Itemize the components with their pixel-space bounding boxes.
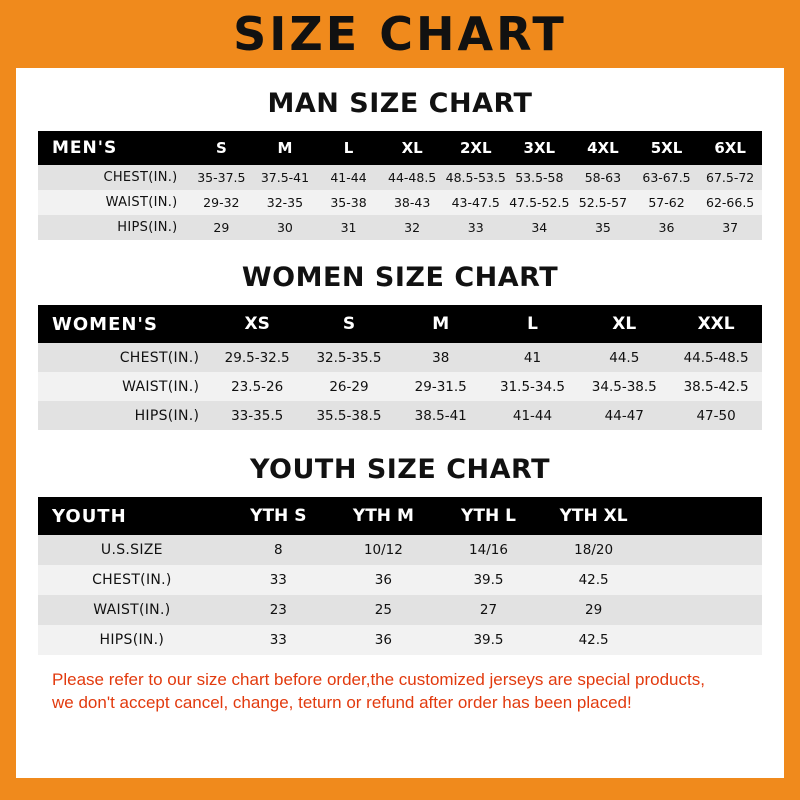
youth-hips-s: 33 bbox=[226, 625, 331, 655]
youth-row-label-hips: HIPS(IN.) bbox=[38, 625, 226, 655]
youth-hips-l: 39.5 bbox=[436, 625, 541, 655]
men-header-4xl: 4XL bbox=[571, 131, 635, 165]
page-title: SIZE CHART bbox=[233, 7, 567, 61]
youth-waist-m: 25 bbox=[331, 595, 436, 625]
youth-hips-spacer bbox=[646, 625, 762, 655]
men-header-l: L bbox=[317, 131, 381, 165]
youth-ussize-spacer bbox=[646, 535, 762, 565]
men-waist-l: 35-38 bbox=[317, 190, 381, 215]
women-waist-xl: 34.5-38.5 bbox=[578, 372, 670, 401]
women-header-m: M bbox=[395, 305, 487, 343]
men-hips-6xl: 37 bbox=[698, 215, 762, 240]
youth-chest-spacer bbox=[646, 565, 762, 595]
women-row-label-waist: WAIST(IN.) bbox=[38, 372, 211, 401]
women-chest-s: 32.5-35.5 bbox=[303, 343, 395, 372]
women-waist-s: 26-29 bbox=[303, 372, 395, 401]
men-chest-2xl: 48.5-53.5 bbox=[444, 165, 508, 190]
table-row bbox=[38, 190, 762, 215]
men-hips-l: 31 bbox=[317, 215, 381, 240]
order-notice bbox=[38, 655, 762, 715]
youth-section-title: YOUTH SIZE CHART bbox=[249, 454, 551, 485]
table-row bbox=[38, 565, 762, 595]
women-chest-l: 41 bbox=[487, 343, 579, 372]
men-chest-l: 41-44 bbox=[317, 165, 381, 190]
youth-waist-l: 27 bbox=[436, 595, 541, 625]
men-header-6xl: 6XL bbox=[698, 131, 762, 165]
men-waist-3xl: 47.5-52.5 bbox=[508, 190, 572, 215]
table-row bbox=[38, 372, 762, 401]
table-row bbox=[38, 343, 762, 372]
men-waist-4xl: 52.5-57 bbox=[571, 190, 635, 215]
women-waist-m: 29-31.5 bbox=[395, 372, 487, 401]
women-row-label-hips: HIPS(IN.) bbox=[38, 401, 211, 430]
men-waist-s: 29-32 bbox=[190, 190, 254, 215]
women-waist-xs: 23.5-26 bbox=[211, 372, 303, 401]
women-hips-xl: 44-47 bbox=[578, 401, 670, 430]
table-row bbox=[38, 215, 762, 240]
women-header-xxl: XXL bbox=[670, 305, 762, 343]
youth-waist-spacer bbox=[646, 595, 762, 625]
men-chest-5xl: 63-67.5 bbox=[635, 165, 699, 190]
women-chest-xxl: 44.5-48.5 bbox=[670, 343, 762, 372]
youth-header-spacer bbox=[646, 497, 762, 535]
women-size-table bbox=[38, 305, 762, 430]
men-header-label: MEN'S bbox=[38, 131, 190, 165]
youth-header-l: YTH L bbox=[436, 497, 541, 535]
youth-header-s: YTH S bbox=[226, 497, 331, 535]
youth-chest-s: 33 bbox=[226, 565, 331, 595]
table-row bbox=[38, 165, 762, 190]
men-hips-s: 29 bbox=[190, 215, 254, 240]
youth-header-label: YOUTH bbox=[38, 497, 226, 535]
youth-ussize-l: 14/16 bbox=[436, 535, 541, 565]
youth-waist-xl: 29 bbox=[541, 595, 646, 625]
notice-line-1: Please refer to our size chart before order,the customized jerseys are special products, bbox=[52, 670, 705, 689]
youth-ussize-s: 8 bbox=[226, 535, 331, 565]
women-hips-l: 41-44 bbox=[487, 401, 579, 430]
table-header-row bbox=[38, 131, 762, 165]
women-chest-xl: 44.5 bbox=[578, 343, 670, 372]
men-waist-5xl: 57-62 bbox=[635, 190, 699, 215]
men-row-label-hips: HIPS(IN.) bbox=[38, 215, 190, 240]
youth-chest-xl: 42.5 bbox=[541, 565, 646, 595]
women-section-title: WOMEN SIZE CHART bbox=[241, 262, 559, 293]
men-header-xl: XL bbox=[380, 131, 444, 165]
youth-ussize-xl: 18/20 bbox=[541, 535, 646, 565]
youth-row-label-ussize: U.S.SIZE bbox=[38, 535, 226, 565]
youth-header-m: YTH M bbox=[331, 497, 436, 535]
men-row-label-waist: WAIST(IN.) bbox=[38, 190, 190, 215]
women-header-l: L bbox=[487, 305, 579, 343]
men-chest-3xl: 53.5-58 bbox=[508, 165, 572, 190]
youth-hips-xl: 42.5 bbox=[541, 625, 646, 655]
men-header-2xl: 2XL bbox=[444, 131, 508, 165]
men-chest-m: 37.5-41 bbox=[253, 165, 317, 190]
men-hips-5xl: 36 bbox=[635, 215, 699, 240]
men-chest-4xl: 58-63 bbox=[571, 165, 635, 190]
men-hips-2xl: 33 bbox=[444, 215, 508, 240]
table-header-row bbox=[38, 305, 762, 343]
men-header-m: M bbox=[253, 131, 317, 165]
footer-bar bbox=[0, 778, 800, 800]
men-chest-6xl: 67.5-72 bbox=[698, 165, 762, 190]
men-size-table bbox=[38, 131, 762, 240]
women-hips-m: 38.5-41 bbox=[395, 401, 487, 430]
man-section-title: MAN SIZE CHART bbox=[267, 88, 533, 119]
women-waist-xxl: 38.5-42.5 bbox=[670, 372, 762, 401]
youth-waist-s: 23 bbox=[226, 595, 331, 625]
men-hips-xl: 32 bbox=[380, 215, 444, 240]
notice-line-2: we don't accept cancel, change, teturn or refund after order has been placed! bbox=[52, 692, 632, 712]
men-row-label-chest: CHEST(IN.) bbox=[38, 165, 190, 190]
women-hips-xs: 33-35.5 bbox=[211, 401, 303, 430]
table-row bbox=[38, 535, 762, 565]
women-chest-m: 38 bbox=[395, 343, 487, 372]
youth-chest-l: 39.5 bbox=[436, 565, 541, 595]
table-row bbox=[38, 595, 762, 625]
men-header-5xl: 5XL bbox=[635, 131, 699, 165]
men-hips-m: 30 bbox=[253, 215, 317, 240]
youth-row-label-waist: WAIST(IN.) bbox=[38, 595, 226, 625]
table-row bbox=[38, 625, 762, 655]
youth-header-xl: YTH XL bbox=[541, 497, 646, 535]
men-header-3xl: 3XL bbox=[508, 131, 572, 165]
youth-ussize-m: 10/12 bbox=[331, 535, 436, 565]
men-header-s: S bbox=[190, 131, 254, 165]
men-waist-xl: 38-43 bbox=[380, 190, 444, 215]
page-banner bbox=[0, 0, 800, 68]
women-header-xs: XS bbox=[211, 305, 303, 343]
women-chest-xs: 29.5-32.5 bbox=[211, 343, 303, 372]
men-waist-m: 32-35 bbox=[253, 190, 317, 215]
youth-size-table bbox=[38, 497, 762, 655]
youth-chest-m: 36 bbox=[331, 565, 436, 595]
table-header-row bbox=[38, 497, 762, 535]
youth-hips-m: 36 bbox=[331, 625, 436, 655]
women-header-label: WOMEN'S bbox=[38, 305, 211, 343]
table-row bbox=[38, 401, 762, 430]
women-waist-l: 31.5-34.5 bbox=[487, 372, 579, 401]
women-hips-xxl: 47-50 bbox=[670, 401, 762, 430]
women-hips-s: 35.5-38.5 bbox=[303, 401, 395, 430]
men-waist-6xl: 62-66.5 bbox=[698, 190, 762, 215]
women-header-xl: XL bbox=[578, 305, 670, 343]
chart-content bbox=[16, 68, 784, 778]
women-header-s: S bbox=[303, 305, 395, 343]
men-hips-4xl: 35 bbox=[571, 215, 635, 240]
men-waist-2xl: 43-47.5 bbox=[444, 190, 508, 215]
men-chest-xl: 44-48.5 bbox=[380, 165, 444, 190]
youth-row-label-chest: CHEST(IN.) bbox=[38, 565, 226, 595]
men-chest-s: 35-37.5 bbox=[190, 165, 254, 190]
women-row-label-chest: CHEST(IN.) bbox=[38, 343, 211, 372]
men-hips-3xl: 34 bbox=[508, 215, 572, 240]
